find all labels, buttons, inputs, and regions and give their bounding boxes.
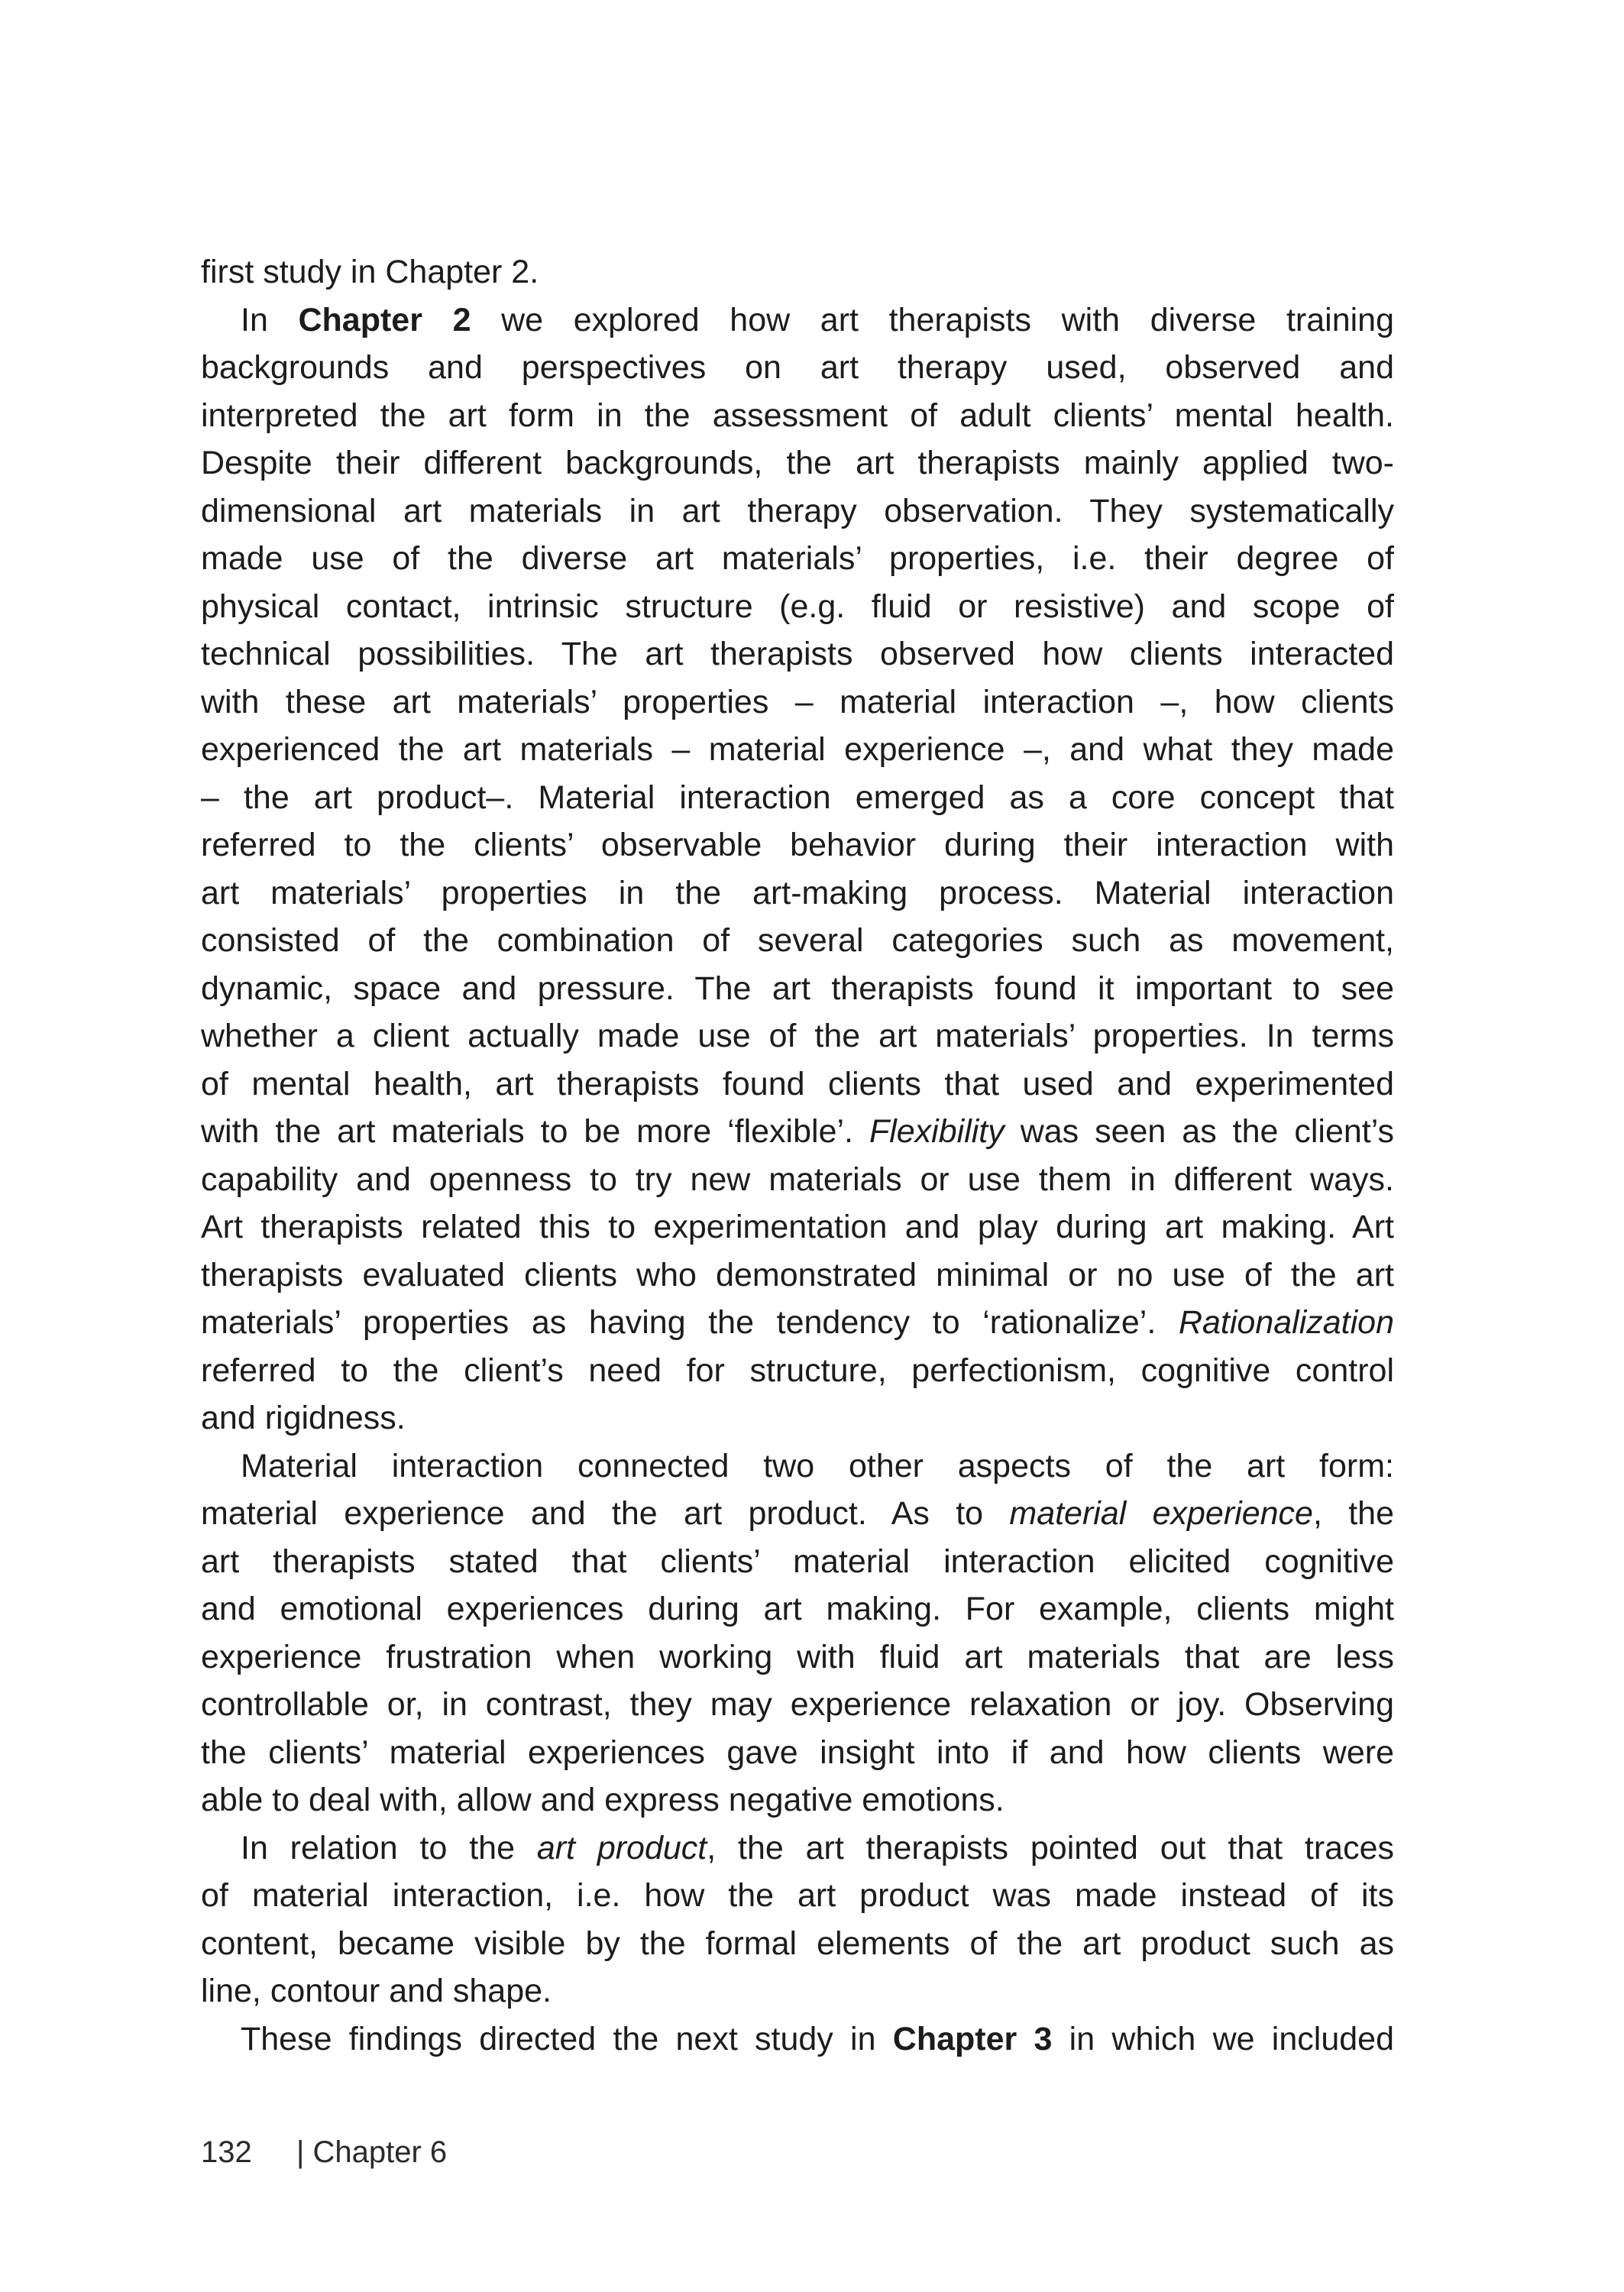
text-line bbox=[201, 1299, 1394, 1347]
text-segment: materials’ properties as having the tendency to ‘rationalize’. bbox=[201, 1304, 1179, 1341]
text-segment: , the bbox=[1312, 1495, 1394, 1532]
italic-text: material experience bbox=[1009, 1495, 1313, 1532]
text-segment: the clients’ material experiences gave insight into if and how clients were bbox=[201, 1734, 1394, 1771]
text-line bbox=[201, 1538, 1394, 1586]
text-line bbox=[201, 1108, 1394, 1156]
text-segment: and rigidness. bbox=[201, 1400, 406, 1436]
text-line bbox=[201, 487, 1394, 536]
text-segment: experienced the art materials – material experience –, and what they made bbox=[201, 731, 1394, 768]
text-line bbox=[201, 439, 1394, 487]
text-segment: Despite their different backgrounds, the art therapists mainly applied two- bbox=[201, 445, 1394, 481]
text-line bbox=[201, 583, 1394, 631]
text-line bbox=[201, 1967, 1394, 2015]
italic-text: Rationalization bbox=[1178, 1304, 1394, 1341]
text-segment: whether a client actually made use of the art materials’ properties. In terms bbox=[201, 1018, 1394, 1054]
text-line bbox=[201, 1585, 1394, 1633]
text-line bbox=[201, 2015, 1394, 2064]
text-line bbox=[201, 1824, 1394, 1873]
text-line bbox=[201, 678, 1394, 727]
text-line bbox=[201, 1060, 1394, 1109]
text-segment: with these art materials’ properties – material interaction –, how clients bbox=[201, 683, 1394, 720]
text-segment: dimensional art materials in art therapy observation. They systematically bbox=[201, 492, 1394, 529]
text-segment: physical contact, intrinsic structure (e.g. fluid or resistive) and scope of bbox=[201, 588, 1394, 625]
text-segment: capability and openness to try new materials or use them in different ways. bbox=[201, 1161, 1394, 1198]
text-line bbox=[201, 1012, 1394, 1060]
text-segment: with the art materials to be more ‘flexible’. bbox=[201, 1113, 869, 1150]
text-segment: experience frustration when working with fluid art materials that are less bbox=[201, 1638, 1394, 1675]
text-segment: controllable or, in contrast, they may experience relaxation or joy. Observing bbox=[201, 1686, 1394, 1723]
text-segment: content, became visible by the formal elements of the art product such as bbox=[201, 1925, 1394, 1962]
text-segment: Material interaction connected two other aspects of the art form: bbox=[241, 1447, 1394, 1484]
text-line bbox=[201, 535, 1394, 583]
text-segment: in which we included bbox=[1052, 2020, 1394, 2057]
text-segment: – the art product–. Material interaction emerged as a core concept that bbox=[201, 779, 1394, 816]
text-line bbox=[201, 1394, 1394, 1442]
bold-text: Chapter 2 bbox=[298, 301, 471, 338]
text-line bbox=[201, 248, 1394, 296]
text-line bbox=[201, 1347, 1394, 1395]
text-segment: able to deal with, allow and express negative emotions. bbox=[201, 1782, 1004, 1818]
text-line bbox=[201, 1872, 1394, 1920]
text-line bbox=[201, 1251, 1394, 1300]
text-segment: , the art therapists pointed out that traces bbox=[707, 1829, 1394, 1866]
text-segment: referred to the clients’ observable behavior during their interaction with bbox=[201, 827, 1394, 863]
text-segment: interpreted the art form in the assessment of adult clients’ mental health. bbox=[201, 397, 1394, 434]
text-line bbox=[201, 869, 1394, 918]
text-segment: referred to the client’s need for structure, perfectionism, cognitive control bbox=[201, 1352, 1394, 1389]
text-line bbox=[201, 1633, 1394, 1682]
text-segment: backgrounds and perspectives on art therapy used, observed and bbox=[201, 349, 1394, 386]
text-segment: art therapists stated that clients’ material interaction elicited cognitive bbox=[201, 1543, 1394, 1580]
text-segment: was seen as the client’s bbox=[1004, 1113, 1395, 1150]
text-line bbox=[201, 296, 1394, 345]
text-segment: of mental health, art therapists found clients that used and experimented bbox=[201, 1065, 1394, 1102]
text-segment: material experience and the art product. As to bbox=[201, 1495, 1010, 1532]
bold-text: Chapter 3 bbox=[892, 2020, 1053, 2057]
text-segment: art materials’ properties in the art-making process. Material interaction bbox=[201, 874, 1394, 911]
text-line bbox=[201, 1156, 1394, 1204]
page-footer bbox=[201, 2133, 447, 2171]
text-segment: dynamic, space and pressure. The art therapists found it important to see bbox=[201, 970, 1394, 1007]
running-head: | Chapter 6 bbox=[296, 2135, 448, 2169]
text-line bbox=[201, 630, 1394, 678]
text-segment: These findings directed the next study in bbox=[241, 2020, 893, 2057]
text-line bbox=[201, 344, 1394, 392]
text-line bbox=[201, 821, 1394, 869]
text-segment: line, contour and shape. bbox=[201, 1973, 552, 2009]
text-segment: and emotional experiences during art making. For example, clients might bbox=[201, 1591, 1394, 1627]
text-line bbox=[201, 1729, 1394, 1777]
text-segment: we explored how art therapists with diverse training bbox=[471, 301, 1394, 338]
text-segment: Art therapists related this to experimentation and play during art making. Art bbox=[201, 1209, 1394, 1245]
text-line bbox=[201, 774, 1394, 822]
text-segment: consisted of the combination of several categories such as movement, bbox=[201, 922, 1394, 959]
text-segment: technical possibilities. The art therapists observed how clients interacted bbox=[201, 636, 1394, 672]
body-text bbox=[201, 248, 1394, 2063]
text-line bbox=[201, 1920, 1394, 1968]
italic-text: art product bbox=[536, 1829, 707, 1866]
text-line bbox=[201, 1490, 1394, 1538]
text-line bbox=[201, 917, 1394, 965]
text-segment: In bbox=[241, 301, 299, 338]
text-line bbox=[201, 1203, 1394, 1251]
text-segment: of material interaction, i.e. how the art product was made instead of its bbox=[201, 1877, 1394, 1914]
text-line bbox=[201, 1776, 1394, 1824]
text-segment: In relation to the bbox=[241, 1829, 537, 1866]
text-segment: first study in Chapter 2. bbox=[201, 254, 539, 290]
page-number: 132 bbox=[201, 2135, 252, 2169]
text-line bbox=[201, 1681, 1394, 1729]
text-segment: made use of the diverse art materials’ properties, i.e. their degree of bbox=[201, 540, 1394, 577]
text-line bbox=[201, 726, 1394, 774]
text-line bbox=[201, 965, 1394, 1013]
text-line bbox=[201, 1442, 1394, 1491]
text-line bbox=[201, 392, 1394, 440]
text-segment: therapists evaluated clients who demonstrated minimal or no use of the art bbox=[201, 1256, 1394, 1293]
italic-text: Flexibility bbox=[869, 1113, 1004, 1150]
